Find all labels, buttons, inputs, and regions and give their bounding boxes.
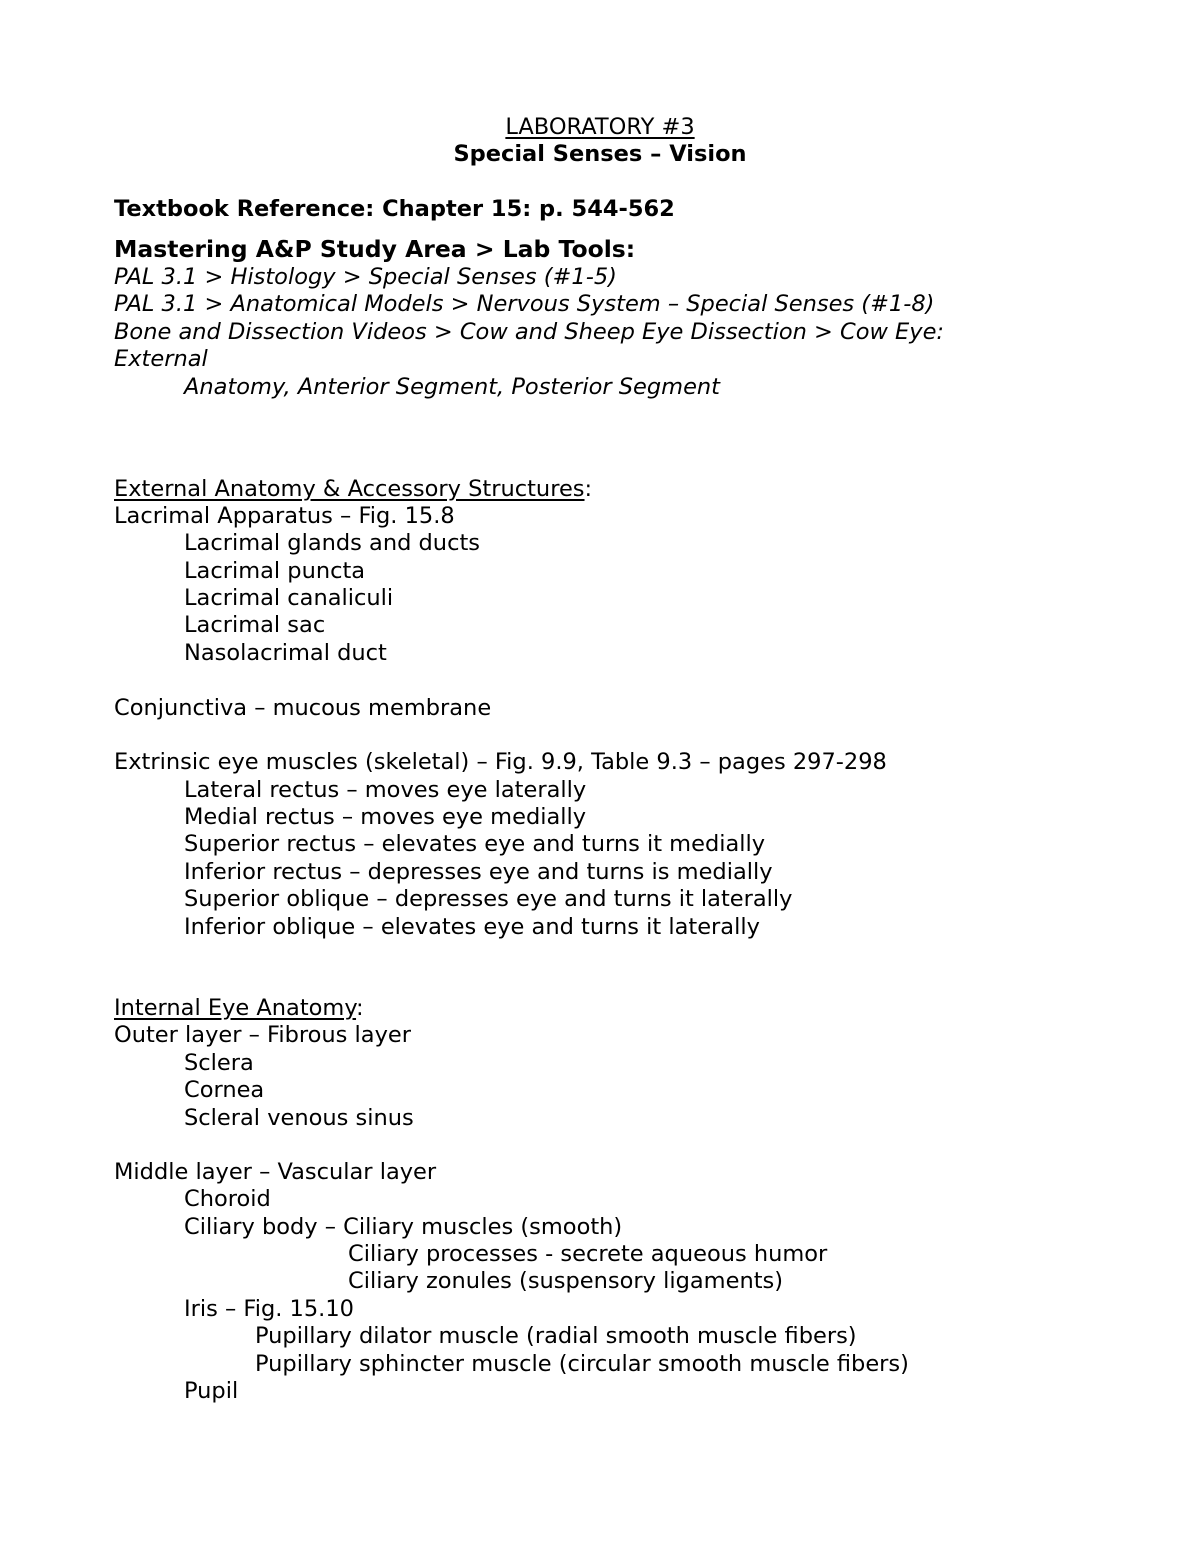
mastering-line: Anatomy, Anterior Segment, Posterior Segment [184, 374, 721, 400]
list-item: Lacrimal glands and ducts [184, 530, 480, 556]
lacrimal-title: Lacrimal Apparatus – Fig. 15.8 [114, 503, 455, 529]
list-item: Pupil [184, 1378, 239, 1404]
mastering-line: PAL 3.1 > Histology > Special Senses (#1-5) [114, 264, 617, 290]
conjunctiva-line: Conjunctiva – mucous membrane [114, 695, 492, 721]
section-heading-external [114, 476, 592, 503]
outer-layer-title: Outer layer – Fibrous layer [114, 1022, 411, 1048]
list-item: Ciliary body – Ciliary muscles (smooth) [184, 1214, 623, 1240]
list-item: Pupillary sphincter muscle (circular smooth muscle fibers) [255, 1351, 909, 1377]
section-heading-internal [114, 995, 364, 1022]
list-item: Nasolacrimal duct [184, 640, 387, 666]
list-item: Medial rectus – moves eye medially [184, 804, 587, 830]
list-item: Choroid [184, 1186, 271, 1212]
heading-colon: : [584, 476, 593, 502]
heading-colon: : [356, 995, 364, 1021]
list-item: Inferior oblique – elevates eye and turns it laterally [184, 914, 760, 940]
list-item: Lacrimal sac [184, 612, 326, 638]
list-item: Iris – Fig. 15.10 [184, 1296, 354, 1322]
textbook-reference: Textbook Reference: Chapter 15: p. 544-562 [114, 196, 675, 222]
list-item: Lacrimal puncta [184, 558, 366, 584]
list-item: Inferior rectus – depresses eye and turns is medially [184, 859, 773, 885]
section-heading-text: Internal Eye Anatomy [114, 995, 357, 1021]
mastering-heading: Mastering A&P Study Area > Lab Tools: [114, 235, 636, 263]
list-item: Pupillary dilator muscle (radial smooth muscle fibers) [255, 1323, 857, 1349]
list-item: Ciliary zonules (suspensory ligaments) [348, 1268, 784, 1294]
page-title: LABORATORY #3 [505, 114, 695, 140]
middle-layer-title: Middle layer – Vascular layer [114, 1159, 437, 1185]
list-item: Cornea [184, 1077, 265, 1103]
page-subtitle: Special Senses – Vision [453, 141, 747, 167]
list-item: Scleral venous sinus [184, 1105, 414, 1131]
list-item: Lateral rectus – moves eye laterally [184, 777, 587, 803]
list-item: Superior rectus – elevates eye and turns it medially [184, 831, 766, 857]
section-heading-text: External Anatomy & Accessory Structures [114, 476, 585, 502]
mastering-line: External [114, 346, 208, 372]
mastering-line: PAL 3.1 > Anatomical Models > Nervous System – Special Senses (#1-8) [114, 291, 935, 317]
mastering-line: Bone and Dissection Videos > Cow and Sheep Eye Dissection > Cow Eye: [114, 319, 945, 345]
list-item: Sclera [184, 1050, 254, 1076]
list-item: Lacrimal canaliculi [184, 585, 394, 611]
list-item: Superior oblique – depresses eye and turns it laterally [184, 886, 793, 912]
muscles-title: Extrinsic eye muscles (skeletal) – Fig. 9.9, Table 9.3 – pages 297-298 [114, 749, 887, 775]
list-item: Ciliary processes - secrete aqueous humor [348, 1241, 828, 1267]
